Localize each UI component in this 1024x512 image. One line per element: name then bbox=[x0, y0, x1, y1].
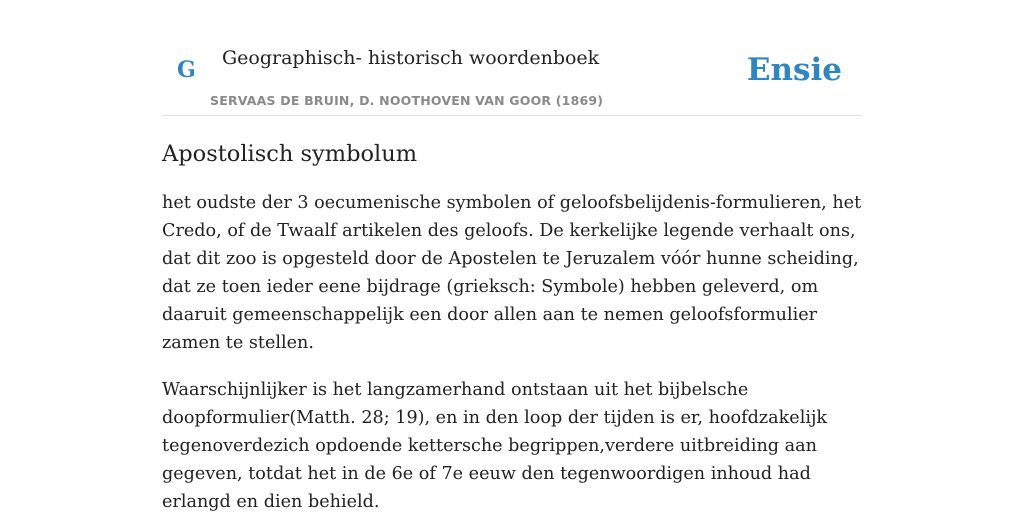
ensie-logo[interactable]: Ensie bbox=[746, 52, 842, 88]
book-author: SERVAAS DE BRUIN, D. NOOTHOVEN VAN GOOR (1869) bbox=[210, 93, 604, 108]
entry-paragraph: het oudste der 3 oecumenische symbolen of geloofsbelijdenis-formulieren, het Credo, of de Twaalf artikelen des geloofs. De kerkelijke legende verhaalt ons, dat dit zoo is opgesteld door de Apostelen te Jeruzalem vóór hunne scheiding, dat ze toen ieder eene bijdrage (grieksch: Symbole) hebben geleverd, om daaruit gemeenschappelijk een door allen aan te nemen geloofsformulier zamen te stellen. bbox=[162, 193, 862, 353]
book-letter-logo[interactable]: G bbox=[177, 57, 196, 83]
entry-content bbox=[162, 138, 867, 512]
book-title[interactable]: Geographisch- historisch woordenboek bbox=[222, 47, 600, 69]
entry-paragraph: Waarschijnlijker is het langzamerhand ontstaan uit het bijbelsche doopformulier(Matth. 28; 19), en in den loop der tijden is er, hoofdzakelijk tegenoverdezich opdoende kettersche begrippen,verdere uitbreiding aan gegeven, totdat het in de 6e of 7e eeuw den tegenwoordigen inhoud had erlangd en dien behield. bbox=[162, 380, 828, 512]
book-header bbox=[162, 38, 862, 116]
entry-title: Apostolisch symbolum bbox=[162, 141, 418, 167]
